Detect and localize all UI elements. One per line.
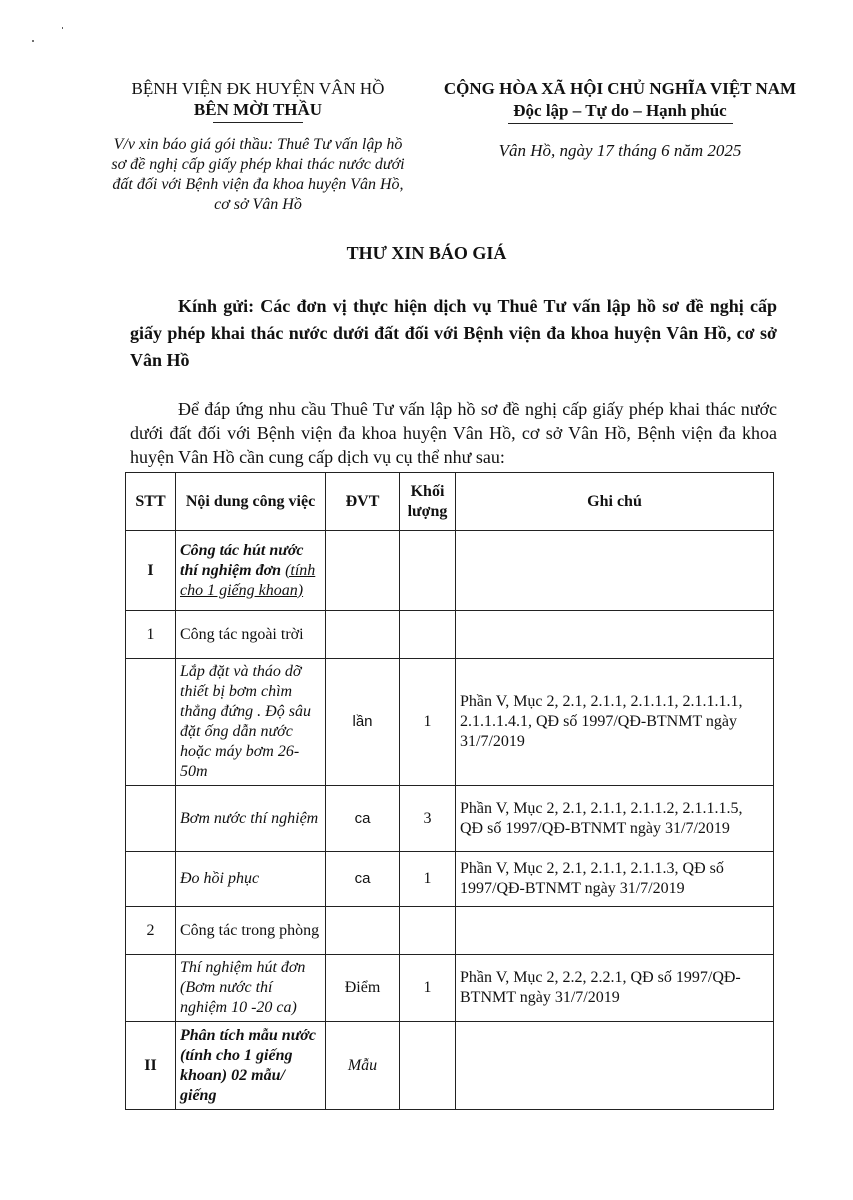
header-unit: ĐVT [326,473,400,531]
row-stt [126,955,176,1022]
row-stt [126,852,176,907]
row-note: Phần V, Mục 2, 2.2, 2.2.1, QĐ số 1997/QĐ-BTNMT ngày 31/7/2019 [456,955,774,1022]
row-unit: Điểm [326,955,400,1022]
row-note: Phần V, Mục 2, 2.1, 2.1.1, 2.1.1.1, 2.1.1.1.1, 2.1.1.1.4.1, QĐ số 1997/QĐ-BTNMT ngày 31/7/2019 [456,659,774,786]
row-content: Phân tích mẫu nước (tính cho 1 giếng khoan) 02 mẫu/ giếng [176,1022,326,1110]
table-row [126,531,774,611]
row-quantity: 1 [400,852,456,907]
row-unit [326,531,400,611]
row-quantity: 1 [400,659,456,786]
document-title: THƯ XIN BÁO GIÁ [346,243,507,263]
document-date: Vân Hồ, ngày 17 tháng 6 năm 2025 [498,141,742,160]
table-row [126,955,774,1022]
row-content-main: Công tác hút nước thí nghiệm đơn [180,541,304,579]
row-quantity [400,1022,456,1110]
table-row [126,852,774,907]
table-row [126,1022,774,1110]
header-stt: STT [126,473,176,531]
table-row [126,907,774,955]
row-content: Thí nghiệm hút đơn (Bơm nước thí nghiệm 10 -20 ca) [176,955,326,1022]
country-name: CỘNG HÒA XÃ HỘI CHỦ NGHĨA VIỆT NAM [443,79,797,98]
row-note: Phần V, Mục 2, 2.1, 2.1.1, 2.1.1.3, QĐ số 1997/QĐ-BTNMT ngày 31/7/2019 [456,852,774,907]
issuer-organization: BỆNH VIỆN ĐK HUYỆN VÂN HỒ [131,79,385,98]
row-content: Bơm nước thí nghiệm [176,786,326,852]
table-header-row [126,473,774,531]
subject-line: V/v xin báo giá gói thầu: Thuê Tư vấn lập hồ sơ đề nghị cấp giấy phép khai thác nước dưới đất đối với Bệnh viện đa khoa huyện Vân Hồ, cơ sở Vân Hồ [111,136,405,213]
row-quantity [400,611,456,659]
recipient-paragraph: Kính gửi: Các đơn vị thực hiện dịch vụ Thuê Tư vấn lập hồ sơ đề nghị cấp giấy phép khai thác nước dưới đất đối với Bệnh viện đa khoa huyện Vân Hồ, cơ sở Vân Hồ [130,296,777,370]
header-content: Nội dung công việc [176,473,326,531]
row-content: Công tác ngoài trời [176,611,326,659]
row-stt: 1 [126,611,176,659]
scan-speck [62,27,63,29]
intro-paragraph: Để đáp ứng nhu cầu Thuê Tư vấn lập hồ sơ đề nghị cấp giấy phép khai thác nước dưới đất đối với Bệnh viện đa khoa huyện Vân Hồ, cơ sở Vân Hồ, Bệnh viện đa khoa huyện Vân Hồ cần cung cấp dịch vụ cụ thể như sau: [130,399,777,467]
row-unit: Mẫu [326,1022,400,1110]
row-unit [326,611,400,659]
table-row [126,659,774,786]
header-quantity: Khối lượng [400,473,456,531]
row-quantity [400,531,456,611]
header-note: Ghi chú [456,473,774,531]
row-content-sub: (tính cho 1 giếng khoan) [180,561,316,599]
row-content: Lắp đặt và tháo dỡ thiết bị bơm chìm thẳng đứng . Độ sâu đặt ống dẫn nước hoặc máy bơm 26-50m [176,659,326,786]
row-quantity: 3 [400,786,456,852]
row-note [456,611,774,659]
row-unit: ca [326,852,400,907]
row-note [456,1022,774,1110]
row-stt: I [126,531,176,611]
row-stt: 2 [126,907,176,955]
work-items-table [125,472,774,1110]
row-note [456,907,774,955]
row-quantity [400,907,456,955]
row-content: Công tác trong phòng [176,907,326,955]
issuer-role: BÊN MỜI THẦU [193,100,323,119]
row-content [176,531,326,611]
row-note [456,531,774,611]
table-row [126,786,774,852]
issuer-block [108,78,408,215]
row-unit: ca [326,786,400,852]
row-content: Đo hồi phục [176,852,326,907]
row-unit: lần [326,659,400,786]
row-note: Phần V, Mục 2, 2.1, 2.1.1, 2.1.1.2, 2.1.1.1.5, QĐ số 1997/QĐ-BTNMT ngày 31/7/2019 [456,786,774,852]
table-row [126,611,774,659]
row-stt [126,659,176,786]
motto-underline [508,123,733,124]
national-header [420,78,820,162]
national-motto: Độc lập – Tự do – Hạnh phúc [513,101,727,120]
scan-speck [32,40,34,42]
row-stt [126,786,176,852]
row-stt: II [126,1022,176,1110]
row-quantity: 1 [400,955,456,1022]
row-unit [326,907,400,955]
issuer-underline [213,122,303,123]
